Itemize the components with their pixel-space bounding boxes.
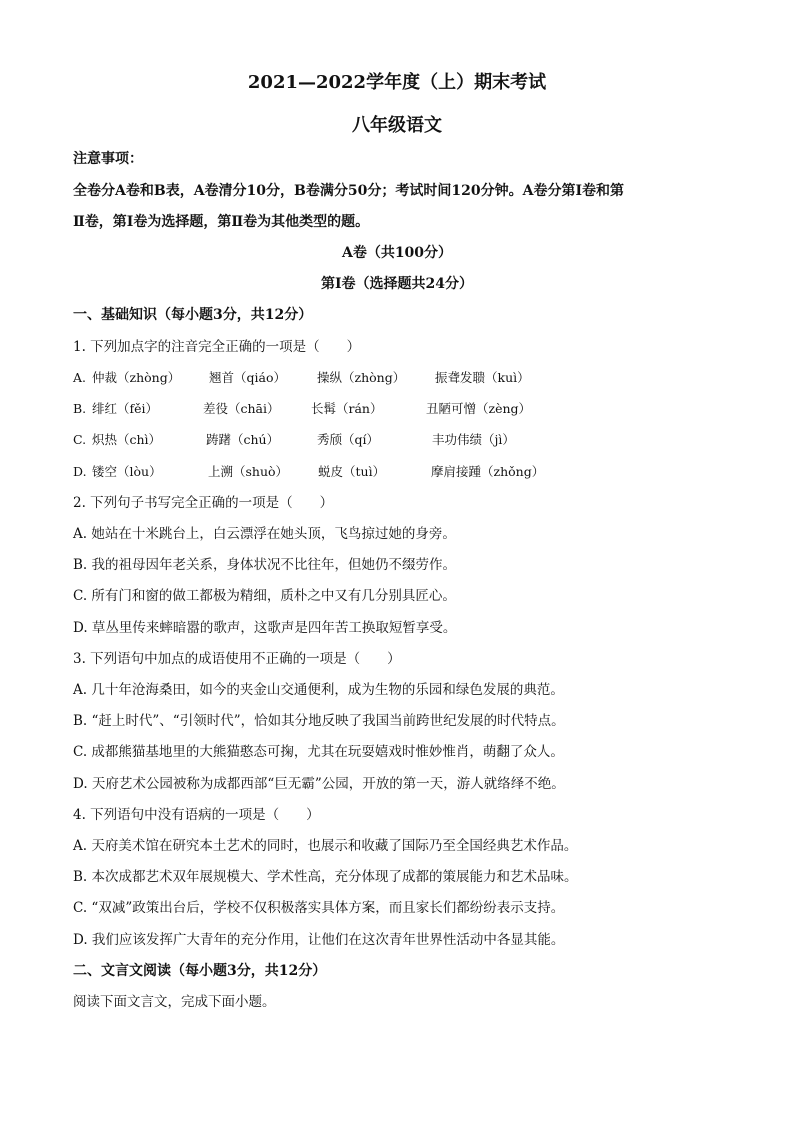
option-item: 上溯（shuò） <box>208 464 289 479</box>
option-item: 振聋发聩（kuì） <box>435 370 530 385</box>
option-item: 蜕皮（tuì） <box>318 464 386 479</box>
option-item: 翘首（qiáo） <box>209 370 286 385</box>
q1-option-b <box>73 399 753 419</box>
option-item: 操纵（zhòng） <box>317 370 406 385</box>
q2-option-a: A. 她站在十米跳台上，白云漂浮在她头顶，飞鸟掠过她的身旁。 <box>73 526 456 542</box>
q2-option-d: D. 草丛里传来蟀暗嚣的歌声，这歌声是四年苦工换取短暂享受。 <box>73 620 457 636</box>
section-2-heading: 二、文言文阅读（每小题3分，共12分） <box>73 963 327 979</box>
q1-option-a <box>73 368 753 388</box>
q3-option-a: A. 几十年沧海桑田，如今的夹金山交通便利，成为生物的乐园和绿色发展的典范。 <box>73 682 564 698</box>
option-item: 仲裁（zhòng） <box>92 370 181 385</box>
option-item: 炽热（chì） <box>92 432 162 447</box>
section-2-instruction: 阅读下面文言文，完成下面小题。 <box>73 994 276 1010</box>
notice-line-2: Ⅱ卷，第Ⅰ卷为选择题，第Ⅱ卷为其他类型的题。 <box>73 214 370 230</box>
part-1-title: 第Ⅰ卷（选择题共24分） <box>320 276 474 292</box>
option-label: D. <box>73 464 87 479</box>
notice-label: 注意事项： <box>73 151 143 167</box>
option-item: 长髯（rán） <box>311 401 383 416</box>
option-item: 丑陋可憎（zèng） <box>426 401 532 416</box>
q4-option-b: B. 本次成都艺术双年展规模大、学术性高，充分体现了成都的策展能力和艺术品味。 <box>73 869 578 885</box>
option-item: 差役（chāi） <box>203 401 280 416</box>
option-item: 镂空（lòu） <box>92 464 162 479</box>
option-item: 踌躇（chú） <box>206 432 280 447</box>
option-item: 摩肩接踵（zhǒng） <box>431 464 545 479</box>
option-label: C. <box>73 432 87 447</box>
option-item: 绯红（fěi） <box>92 401 159 416</box>
q3-option-d: D. 天府艺术公园被称为成都西部“巨无霸”公园，开放的第一天，游人就络绎不绝。 <box>73 776 565 792</box>
question-2-stem: 2. 下列句子书写完全正确的一项是（ ） <box>73 495 334 511</box>
question-4-stem: 4. 下列语句中没有语病的一项是（ ） <box>73 807 320 823</box>
question-3-stem: 3. 下列语句中加点的成语使用不正确的一项是（ ） <box>73 651 401 667</box>
option-item: 秀颀（qí） <box>317 432 379 447</box>
q4-option-d: D. 我们应该发挥广大青年的充分作用，让他们在这次青年世界性活动中各显其能。 <box>73 932 565 948</box>
option-label: A. <box>73 370 87 385</box>
exam-title: 2021—2022学年度（上）期末考试 <box>247 72 547 93</box>
section-1-heading: 一、基础知识（每小题3分，共12分） <box>73 307 313 323</box>
volume-a-title: A卷（共100分） <box>341 245 453 261</box>
notice-line-1: 全卷分A卷和B表，A卷清分10分，B卷满分50分；考试时间120分钟。A卷分第Ⅰ卷和第 <box>73 183 624 199</box>
q2-option-b: B. 我的祖母因年老关系，身体状况不比往年，但她仍不缀劳作。 <box>73 557 457 573</box>
q2-option-c: C. 所有门和窗的做工都极为精细，质朴之中又有几分别具匠心。 <box>73 588 456 604</box>
question-1-stem: 1. 下列加点字的注音完全正确的一项是（ ） <box>73 339 361 355</box>
q4-option-a: A. 天府美术馆在研究本土艺术的同时，也展示和收藏了国际乃至全国经典艺术作品。 <box>73 838 578 854</box>
q3-option-b: B. “赶上时代”、“引领时代”，恰如其分地反映了我国当前跨世纪发展的时代特点。 <box>73 713 565 729</box>
exam-subtitle: 八年级语文 <box>352 115 442 136</box>
option-label: B. <box>73 401 87 416</box>
q4-option-c: C. “双减”政策出台后，学校不仅积极落实具体方案，而且家长们都纷纷表示支持。 <box>73 900 565 916</box>
q3-option-c: C. 成都熊猫基地里的大熊猫憨态可掬，尤其在玩耍嬉戏时惟妙惟肖，萌翻了众人。 <box>73 744 564 760</box>
q1-option-c <box>73 430 753 450</box>
q1-option-d <box>73 462 753 482</box>
option-item: 丰功伟绩（jì） <box>432 432 515 447</box>
